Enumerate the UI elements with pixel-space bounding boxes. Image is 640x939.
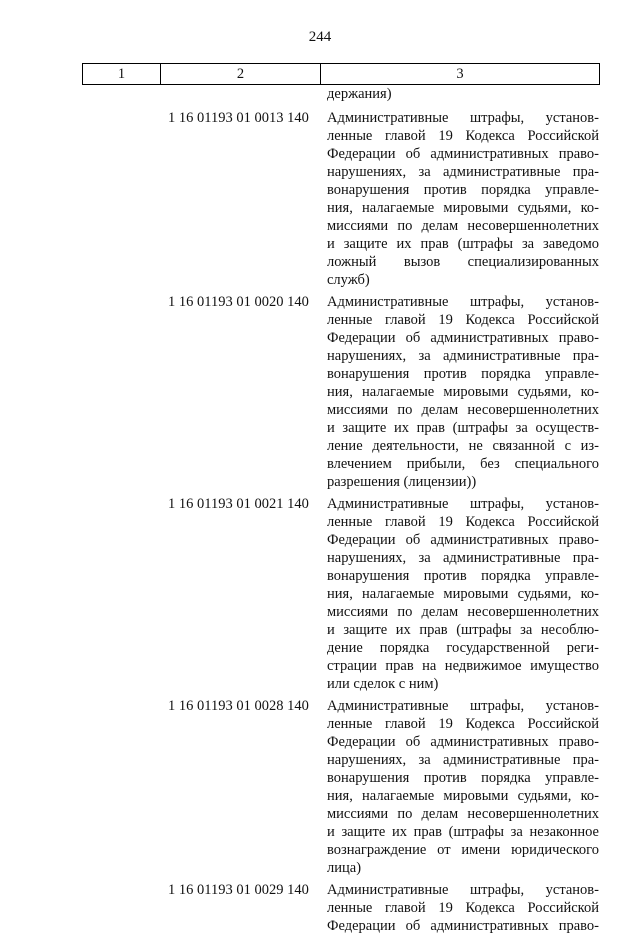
table-row xyxy=(0,293,640,495)
budget-code-description xyxy=(327,109,599,289)
page-number: 244 xyxy=(308,29,332,45)
description-line: Административные штрафы, установ- xyxy=(327,294,599,310)
description-line: вонарушения против порядка управле- xyxy=(327,182,599,198)
description-line: ленные главой 19 Кодекса Российской xyxy=(327,514,599,530)
description-line: Административные штрафы, установ- xyxy=(327,882,599,898)
column-header-table xyxy=(82,63,600,85)
budget-code-description xyxy=(327,495,599,693)
description-line: ление деятельности, не связанной с из- xyxy=(327,438,599,454)
description-line: вонарушения против порядка управле- xyxy=(327,568,599,584)
column-header-3: 3 xyxy=(321,64,600,85)
description-line: нарушениях, за административные пра- xyxy=(327,164,599,180)
budget-code: 1 16 01193 01 0028 140 xyxy=(168,698,309,714)
description-line: или сделок с ним) xyxy=(327,676,439,692)
description-line: и защите их прав (штрафы за осуществ- xyxy=(327,420,599,436)
description-line: миссиями по делам несовершеннолетних xyxy=(327,402,599,418)
budget-code: 1 16 01193 01 0020 140 xyxy=(168,294,309,310)
continuation-row xyxy=(0,85,640,103)
description-line: ленные главой 19 Кодекса Российской xyxy=(327,128,599,144)
description-line: Административные штрафы, установ- xyxy=(327,698,599,714)
description-line: дение порядка государственной реги- xyxy=(327,640,599,656)
description-line: ленные главой 19 Кодекса Российской xyxy=(327,312,599,328)
description-line: миссиями по делам несовершеннолетних xyxy=(327,604,599,620)
description-line: Федерации об административных право- xyxy=(327,146,599,162)
budget-code-description xyxy=(327,293,599,491)
description-line: вонарушения против порядка управле- xyxy=(327,770,599,786)
description-line: вонарушения против порядка управле- xyxy=(327,366,599,382)
description-line: страции прав на недвижимое имущество xyxy=(327,658,599,674)
budget-code-description xyxy=(327,697,599,877)
description-line: миссиями по делам несовершеннолетних xyxy=(327,218,599,234)
description-line: миссиями по делам несовершеннолетних xyxy=(327,806,599,822)
description-line: служб) xyxy=(327,272,370,288)
description-line: Административные штрафы, установ- xyxy=(327,110,599,126)
table-row xyxy=(0,697,640,881)
budget-code-description xyxy=(327,881,599,935)
description-line: Федерации об административных право- xyxy=(327,734,599,750)
description-line: и защите их прав (штрафы за заведомо xyxy=(327,236,599,252)
continuation-line: держания) xyxy=(327,86,392,102)
budget-code-list xyxy=(0,85,640,939)
description-line: нарушениях, за административные пра- xyxy=(327,348,599,364)
description-line: Федерации об административных право- xyxy=(327,532,599,548)
description-line: ленные главой 19 Кодекса Российской xyxy=(327,900,599,916)
description-line: ложный вызов специализированных xyxy=(327,254,599,270)
description-line: Административные штрафы, установ- xyxy=(327,496,599,512)
description-line: и защите их прав (штрафы за незаконное xyxy=(327,824,599,840)
description-line: ния, налагаемые мировыми судьями, ко- xyxy=(327,384,599,400)
description-line: ленные главой 19 Кодекса Российской xyxy=(327,716,599,732)
column-header-row xyxy=(83,64,600,85)
description-line: вознаграждение от имени юридического xyxy=(327,842,599,858)
column-header-1: 1 xyxy=(83,64,161,85)
description-line: ния, налагаемые мировыми судьями, ко- xyxy=(327,788,599,804)
budget-code: 1 16 01193 01 0029 140 xyxy=(168,882,309,898)
column-header-2: 2 xyxy=(161,64,321,85)
description-line: лица) xyxy=(327,860,362,876)
description-line: разрешения (лицензии)) xyxy=(327,474,477,490)
budget-code: 1 16 01193 01 0013 140 xyxy=(168,110,309,126)
description-line: ния, налагаемые мировыми судьями, ко- xyxy=(327,586,599,602)
continuation-text xyxy=(327,85,599,103)
table-row xyxy=(0,495,640,697)
description-line: нарушениях, за административные пра- xyxy=(327,550,599,566)
description-line: Федерации об административных право- xyxy=(327,918,599,934)
description-line: Федерации об административных право- xyxy=(327,330,599,346)
description-line: и защите их прав (штрафы за несоблю- xyxy=(327,622,599,638)
budget-code: 1 16 01193 01 0021 140 xyxy=(168,496,309,512)
description-line: влечением прибыли, без специального xyxy=(327,456,599,472)
table-row xyxy=(0,881,640,939)
description-line: нарушениях, за административные пра- xyxy=(327,752,599,768)
description-line: ния, налагаемые мировыми судьями, ко- xyxy=(327,200,599,216)
table-row xyxy=(0,109,640,293)
